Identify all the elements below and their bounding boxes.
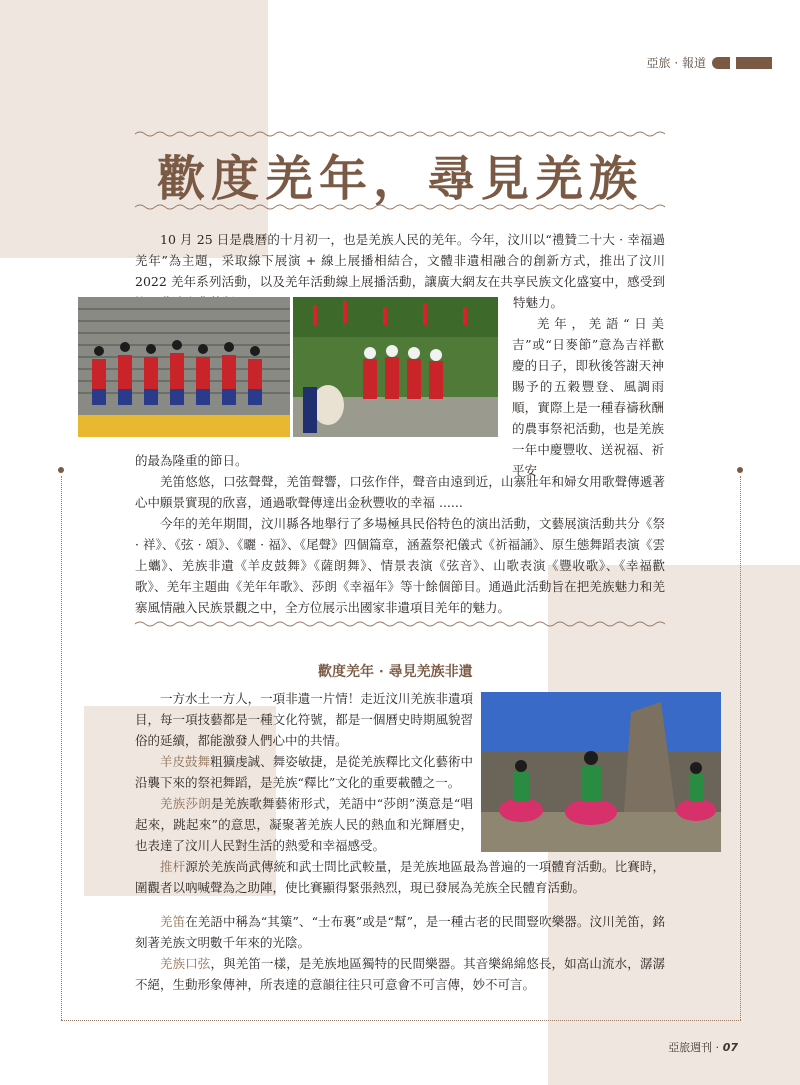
frame-dot-right [737,467,743,473]
intro-paragraph: 10 月 25 日是農曆的十月初一，也是羌族人民的羌年。今年，汶川以“禮贊二十大 · 幸福過羌年”為主題，采取線下展演 + 線上展播相結合，文體非遺相融合的創新方式，推出了汶川 2022 羌年系列活動，以及羌年活動線上展播活動，讓廣大網友在共享民族文化盛宴中，感受到 [135,232,665,289]
page-number: 07 [722,1041,738,1054]
page-footer [668,1039,738,1055]
intro-paragraph-tail: 特魅力。 [513,295,564,310]
heritage-item-goatskin-drum [135,751,473,793]
heritage-item-push-pole [135,856,665,898]
heritage-term: 推杆 [160,859,186,874]
festival-program-paragraph: 今年的羌年期間，汶川縣各地舉行了多場極具民俗特色的演出活動，文藝展演活動共分《祭 · 祥》、《弦 · 頌》、《曬 · 福》、《尾聲》四個篇章，涵蓋祭祀儀式《祈福誦》、原生態舞蹈表演《雲上蠵》、羌族非遺《羊皮鼓舞》《薩朗舞》、情景表演《弦音》、山歌表演《豐收歌》、《幸福歡歌》、羌年主題曲《羌年年歌》、莎朗《幸福年》等十餘個節目。通過此活動旨在把羌族魅力和羌寨風情融入民族景觀之中，全方位展示出國家非遺項目羌年的魅力。 [135,516,665,615]
tag-bar [736,57,772,69]
bg-block-top-left [0,0,268,258]
heritage-text: ，與羌笛一樣，是羌族地區獨特的民間樂器。其音樂綿綿悠長，如高山流水，潺潺不絕，生動形象傳神，所表達的意韻往往只可意會不可言傳，妙不可言。 [135,956,665,992]
heritage-item-shalang [135,793,473,856]
frame-dot-left [58,467,64,473]
flute-paragraph: 羌笛悠悠，口弦聲聲，羌笛聲響，口弦作伴，聲音由遠到近，山寨壯年和婦女用歌聲傳遞著心中願景實現的欣喜，通過歌聲傳達出金秋豐收的幸福 ...... [135,474,665,510]
section-subheading: 歡度羌年 · 尋見羌族非遺 [318,664,473,680]
page-title: 歡度羌年，尋見羌族 [156,151,643,207]
heritage-term: 羌族口弦 [160,956,211,971]
frame-line-right [740,476,741,1020]
heritage-item-mouth-harp [135,953,665,995]
qiang-year-paragraph: 羌年，羌語“日美吉”或“日麥節”意為吉祥歡慶的日子，即秋後答謝天神賜予的五穀豐登、風調雨順，實際上是一種春禱秋酬的農事祭祀活動，也是羌族一年中慶豐收、送祝福、祈平安 [512,316,664,478]
qiang-year-paragraph-tail: 的最為隆重的節日。 [135,453,248,468]
frame-line-left [61,476,62,1020]
tag-marker-icon [712,57,730,69]
heritage-intro-paragraph: 一方水土一方人，一項非遺一片情！走近汶川羌族非遺項目，每一項技藝都是一種文化符號，都是一個曆史時期風貌習俗的延續，都能激發人們心中的共情。 [135,691,473,748]
wavy-divider-under-title [135,203,665,211]
wavy-divider-top [135,130,665,138]
photo-dancers-tower [481,692,721,852]
frame-line-bottom [61,1020,741,1021]
section-tag [647,54,772,71]
footer-label: 亞旅週刊 · [668,1041,723,1054]
heritage-text: 粗獷虔誠、舞姿敏捷，是從羌族釋比文化藝術中沿襲下來的祭祀舞蹈，是羌族“釋比”文化的重要載體之一。 [135,754,473,790]
heritage-item-qiang-flute [135,911,665,953]
heritage-text: 源於羌族尚武傳統和武士問比武較量，是羌族地區最為普遍的一項體育活動。比賽時，圍觀者以吶喊聲為之助陣，使比賽顯得緊張熱烈，現已發展為羌族全民體育活動。 [135,859,665,895]
wavy-divider-section [135,620,665,628]
section-tag-label: 亞旅 · 報道 [646,56,706,70]
photo-festival-crowd [293,297,498,437]
heritage-term: 羌笛 [160,914,186,929]
heritage-text: 是羌族歌舞藝術形式，羌語中“莎朗”漢意是“唱起來，跳起來”的意思，凝聚著羌族人民的熱血和光輝曆史，也表達了汶川人民對生活的熱愛和幸福感受。 [135,796,473,853]
heritage-term: 羊皮鼓舞 [160,754,211,769]
heritage-term: 羌族莎朗 [160,796,212,811]
heritage-text: 在羌語中稱為“其篥”、“士布裏”或是“幫”，是一種古老的民間豎吹樂器。汶川羌笛，銘刻著羌族文明數千年來的光陰。 [135,914,665,950]
photo-dancers-steps [78,297,290,437]
